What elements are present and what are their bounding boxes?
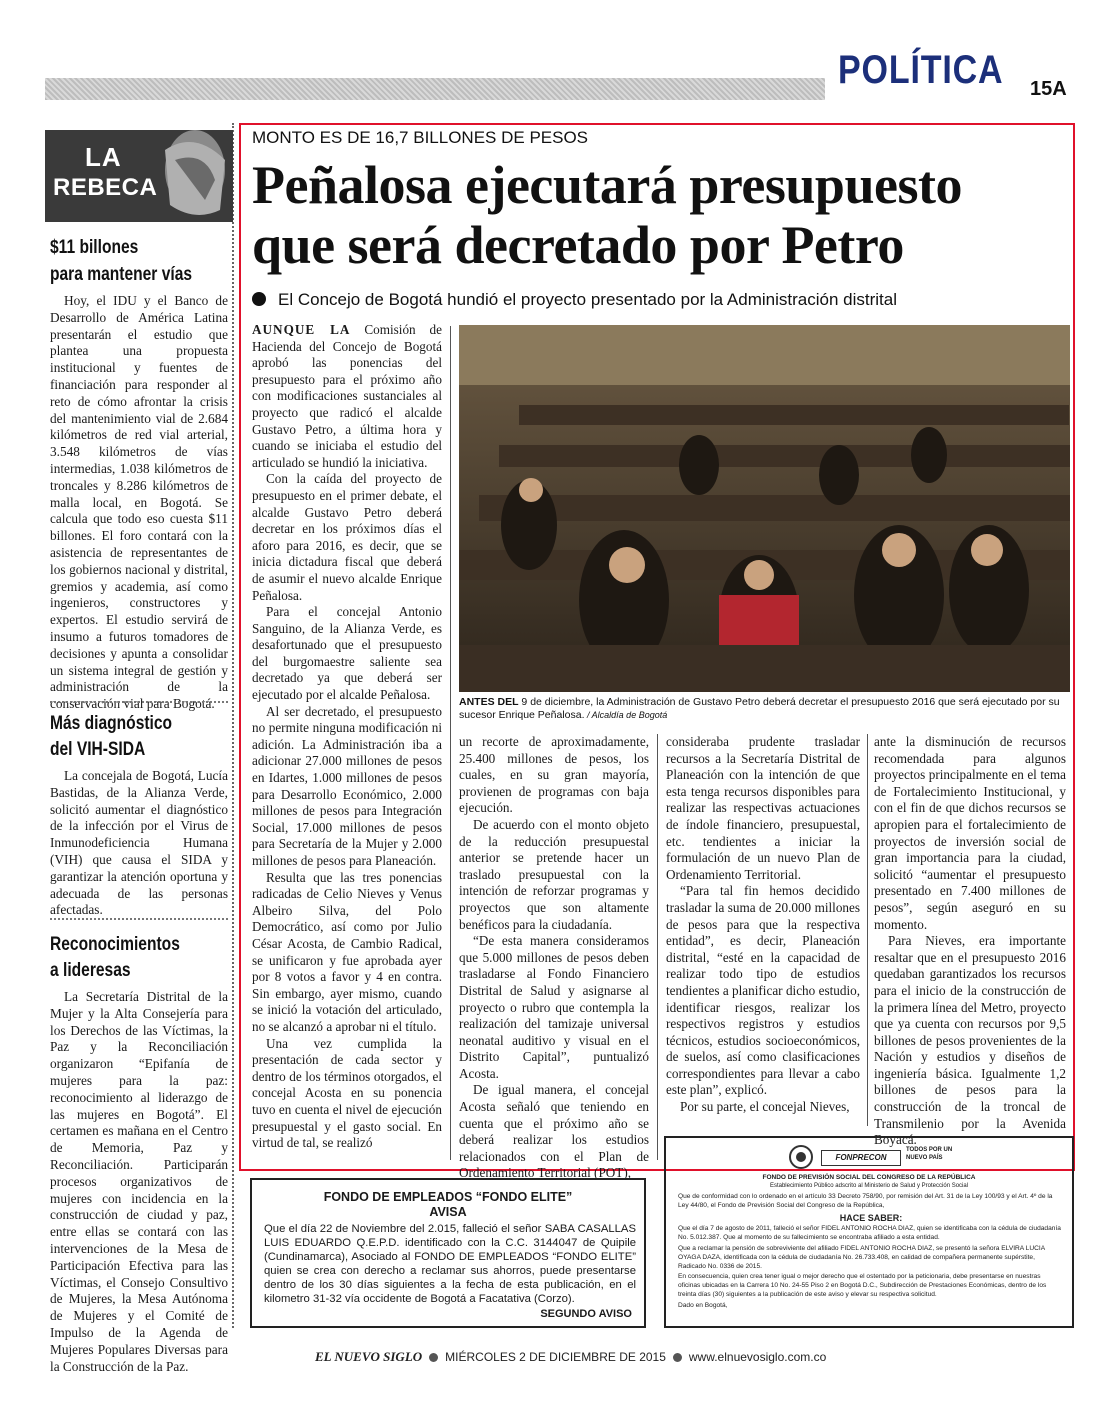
ad-fonprecon (664, 1136, 1074, 1328)
ad-org-sub: Establecimiento Público adscrito al Ministerio de Salud y Protección Social (769, 1183, 969, 1189)
ad-org: FONDO DE PREVISIÓN SOCIAL DEL CONGRESO DE LA REPÚBLICA (762, 1174, 976, 1181)
bullet-icon (673, 1353, 682, 1362)
photo-caption: ANTES DEL 9 de diciembre, la Administración de Gustavo Petro deberá decretar el presupuesto 2016 que será ejecutado por su sucesor Enrique Peñalosa. / Alcaldía de Bogotá (459, 696, 1060, 721)
ad-body: Que de conformidad con lo ordenado en el artículo 33 Decreto 758/90, por remisión del Art. 31 de la Ley 100/93 y el Art. 4º de la Ley 44/80, el Fondo de Previsión Social del Congreso de la República, HACE SABER: Que el día 7 de agosto de 2011, falleció el señor FIDEL ANTONIO ROCHA DIAZ, quien se identificaba con la cédula de ciudadanía No. 5.012.387. Que al momento de su fallecimiento se encontraba afiliado a esta entidad. Que a reclamar la pensión de sobreviviente del afiliado FIDEL ANTONIO ROCHA DIAZ, se presentó la señora ELVIRA LUCIA OYAGA DAZA, identificada con la cédula de ciudadanía No. 26.733.408, en calidad de compañera permanente supérstite, Radicado No. 0336 de 2015. En consecuencia, quien crea tener igual o mejor derecho que el ostentado por la peticionaria, debe presentarse en nuestras oficinas ubicadas en la Carrera 10 No. 24-55 Piso 2 en Bogotá D.C., Subdirección de Prestaciones Económicas, dentro de los treinta días (30) siguientes a la publicación de este aviso y elevar su respectiva solicitud. Dado en Bogotá, (678, 1193, 1064, 1311)
sidebar-item1-title-line1: $11 billones (50, 237, 139, 258)
paragraph: Para el concejal Antonio Sanguino, de la Alianza Verde, es desafortunado que el presupuesto del burgomaestre saliente sea decretado ya que deberá ser ejecutado por el alcalde Peñalosa. (252, 604, 442, 703)
paragraph: Al ser decretado, el presupuesto no permite ninguna modificación ni adición. La Administración iba a adicionar 27.000 millones de pesos en Idartes, 1.000 millones de pesos para Desarrollo Económico, 2.000 millones de pesos para Integración Social, 17.000 millones de pesos para Secretaría de la Mujer y 2.000 millones de pesos para Planeación. (252, 703, 442, 868)
column-divider (657, 734, 658, 1160)
article-column-2 (459, 734, 649, 1181)
sidebar-item1-text: Hoy, el IDU y el Banco de Desarrollo de América Latina presentarán el estudio que plantea una propuesta institucional y fuentes de financiación para responder al reto de cómo afrontar la crisis del mantenimiento vial de 2.684 kilómetros de red vial arterial, 3.548 kilómetros de vías intermedias, 1.038 kilómetros de troncales y 8.286 kilómetros de malla local, en Bogotá. Se calcula que todo eso cuesta $11 billones. El foro contará con la asistencia de representantes de los gobiernos nacional y distrital, gremios y academia, así como ingenieros, constructores y expertos. El estudio servirá de insumo a futuros tomadores de decisiones y apunta a consolidar un sistema integral de gestión y administración de la conservación vial para Bogotá. (50, 293, 228, 712)
sidebar-item2-text: La concejala de Bogotá, Lucía Bastidas, de la Alianza Verde, solicitó aumentar el diagnóstico de la infección por el Virus de Inmunodeficiencia Humana (VIH) que causa el SIDA y garantizar la atención oportuna y adecuada de las personas afectadas. (50, 768, 228, 918)
paragraph: “Para tal fin hemos decidido trasladar la suma de 20.000 millones de pesos para que la respectiva entidad”, es decir, Planeación distrital, “esté en la capacidad de realizar todo tipo de estudios tendientes a planificar dicho estudio, identificar riesgos, realizar los respectivos registros y estudios técnicos, estudios socioeconómicos, de suelos, así como clasificaciones correspondientes para llevar a cabo este plan”, explicó. (666, 883, 860, 1098)
sidebar-item2-title-line2: del VIH-SIDA (50, 739, 146, 760)
paragraph: Para Nieves, era importante resaltar que en el presupuesto 2016 quedaban garantizados los recursos para el inicio de la construcción de la primera línea del Metro, proyecto que ya cuenta con recursos por 9,5 billones de pesos provenientes de la Nación y estudios y diseños de ingeniería básica. Igualmente 1,2 billones de pesos para la construcción de la troncal de Transmilenio por la Avenida Boyacá. (874, 933, 1066, 1148)
column-divider (867, 734, 868, 1126)
page-number: 15A (1030, 78, 1067, 100)
headline-line-2: que será decretado por Petro (252, 215, 904, 275)
ad-title: FONDO DE EMPLEADOS “FONDO ELITE” (323, 1190, 573, 1204)
gov-slogan: TODOS POR UN NUEVO PAÍS (906, 1147, 953, 1161)
photo-credit: / Alcaldía de Bogotá (584, 710, 668, 720)
logo-text-la: LA (85, 142, 122, 172)
sidebar-divider (50, 918, 228, 920)
paragraph: consideraba prudente trasladar recursos a la Secretaría Distrital de Planeación con la intención de que esta tenga recursos disponibles para realizar las respectivas actuaciones de índole financiero, presupuestal, etc. tendientes a iniciar la formulación de un nuevo Plan de Ordenamiento Territorial. (666, 734, 860, 882)
paragraph: AUNQUE LA Comisión de Hacienda del Concejo de Bogotá aprobó las ponencias del presupuesto para el próximo año con modificaciones sustanciales al proyecto que radicó el alcalde Gustavo Petro, a última hora y cuando se iniciaba el estudio del articulado se hundió la iniciativa. (252, 322, 443, 470)
logo-text-rebeca: REBECA (53, 174, 158, 201)
section-title: POLÍTICA (838, 48, 1004, 92)
article-photo (459, 325, 1070, 692)
bullet-icon (429, 1353, 438, 1362)
footer-brand: EL NUEVO SIGLO (315, 1349, 423, 1364)
article-column-4 (874, 734, 1066, 1148)
sidebar-item2-title-line1: Más diagnóstico (50, 713, 173, 734)
sidebar-item1-title-line2: para mantener vías (50, 264, 193, 285)
paragraph: De igual manera, el concejal Acosta señaló que teniendo en cuenta que el próximo año se deberá realizar los estudios relacionados con el Plan de Ordenamiento Territorial (POT), (459, 1082, 649, 1181)
column-divider (450, 326, 451, 1160)
paragraph: Una vez cumplida la presentación de cada sector y dentro de los términos otorgados, el concejal Acosta en su ponencia tuvo en cuenta el nivel de ejecución presupuestal y el gasto social. En virtud de tal, se realizó (252, 1035, 442, 1151)
coat-of-arms-icon (788, 1144, 814, 1170)
hace-saber: HACE SABER: (839, 1212, 903, 1223)
article-deck (252, 290, 897, 310)
article-headline (252, 155, 1072, 275)
fonprecon-logo: FONPRECON (821, 1150, 901, 1166)
bullet-icon (252, 292, 266, 306)
ad-fondo-elite (250, 1178, 646, 1328)
la-rebeca-logo (45, 130, 233, 222)
paragraph: De acuerdo con el monto objeto de la reducción presupuestal anterior se pretende hacer un traslado presupuestal con la intención de reforzar programas y proyectos que son altamente benéficos para la ciudadanía. (459, 816, 649, 932)
paragraph: un recorte de aproximadamente, 25.400 millones de pesos, los cuales, en su gran mayoría, provienen de programas con baja ejecución. (459, 734, 649, 816)
ad-notice: SEGUNDO AVISO (540, 1308, 632, 1320)
paragraph: “De esta manera consideramos que 5.000 millones de pesos deben trasladarse al Fondo Financiero Distrital de Salud y asignarse al proyecto o rubro que contempla la realización del tamizaje universal neonatal auditivo y visual en el Distrito Capital”, puntualizó Acosta. (459, 933, 649, 1081)
ad-subtitle: AVISA (429, 1205, 467, 1219)
sidebar-item3-title-line1: Reconocimientos (50, 934, 180, 955)
page-footer (315, 1349, 826, 1365)
paragraph: Resulta que las tres ponencias radicadas de Celio Nieves y Venus Albeiro Silva, del Polo Democrático, así como por Julio César Acosta, de Cambio Radical, se unificaron y fue aprobada ayer por 8 votos a favor y 4 en contra. Sin embargo, ayer mismo, cuando se inició la votación del articulado, no se alcanzó a aprobar ni el título. (252, 869, 442, 1034)
sidebar-item3-title-line2: a lideresas (50, 960, 131, 981)
paragraph: ante la disminución de recursos recomendada para algunos proyectos principalmente en el tema de Fortalecimiento Institucional, y con el fin de que dichos recursos se apropien para el fortalecimiento de proyectos de inversión social de gran importancia para la ciudad, solicitó “aumentar el presupuesto presentado en 7.400 millones de pesos”, según aseguró en su momento. (874, 734, 1066, 932)
sidebar-divider (50, 701, 228, 703)
article-column-1 (252, 322, 442, 1162)
article-kicker: MONTO ES DE 16,7 BILLONES DE PESOS (252, 128, 589, 147)
paragraph: Por su parte, el concejal Nieves, (680, 1099, 850, 1115)
article-column-3 (666, 734, 860, 1126)
footer-date: MIÉRCOLES 2 DE DICIEMBRE DE 2015 (445, 1350, 666, 1364)
sidebar-item3-text: La Secretaría Distrital de la Mujer y la Alta Consejería para los Derechos de las Víctimas, la Paz y la Reconciliación organizaron “Epifanía de mujeres para la paz: reconocimiento al liderazgo de las mujeres en Bogotá”. El certamen es mañana en el Centro de Memoria, Paz y Reconciliación. Participarán procesos organizativos de mujeres con incidencia en la construcción de ciudad y paz, entre ellas se contará con las intervenciones de la Mesa de Participación Efectiva para las Víctimas, el Consejo Consultivo de Mujeres, la Mesa Autónoma de Mujeres y el Comité de Impulso de la Agenda de Mujeres Populares Diversas para la Construcción de la Paz. (50, 989, 228, 1374)
paragraph: Con la caída del proyecto de presupuesto en el primer debate, el alcalde Gustavo Petro deberá decretar en los próximos días el aforo para 2016, es decir, que se inicia dictadura fiscal que deberá de asumir el nuevo alcalde Enrique Peñalosa. (252, 471, 442, 603)
caption-lead: ANTES DEL (459, 696, 519, 708)
footer-url: www.elnuevosiglo.com.co (688, 1350, 827, 1364)
lead-in: AUNQUE LA (252, 322, 351, 337)
ad-body: Que el día 22 de Noviembre del 2.015, falleció el señor SABA CASALLAS LUIS EDUARDO Q.E.P.D. identificado con la C.C. 3144047 de Quipile (Cundinamarca), Asociado al FONDO DE EMPLEADOS “FONDO ELITE” quien se crea con derecho a reclamar sus ahorros, puede presentarse dentro de los 30 días siguientes a la fecha de esta publicación, en el kilometro 31-32 vía occidente de Bogotá a Facatativa (Corzo). (264, 1223, 636, 1305)
headline-line-1: Peñalosa ejecutará presupuesto (252, 155, 962, 215)
deck-text: El Concejo de Bogotá hundió el proyecto presentado por la Administración distrital (278, 290, 897, 309)
council-session-photo (459, 325, 1070, 692)
header-band (45, 78, 825, 100)
